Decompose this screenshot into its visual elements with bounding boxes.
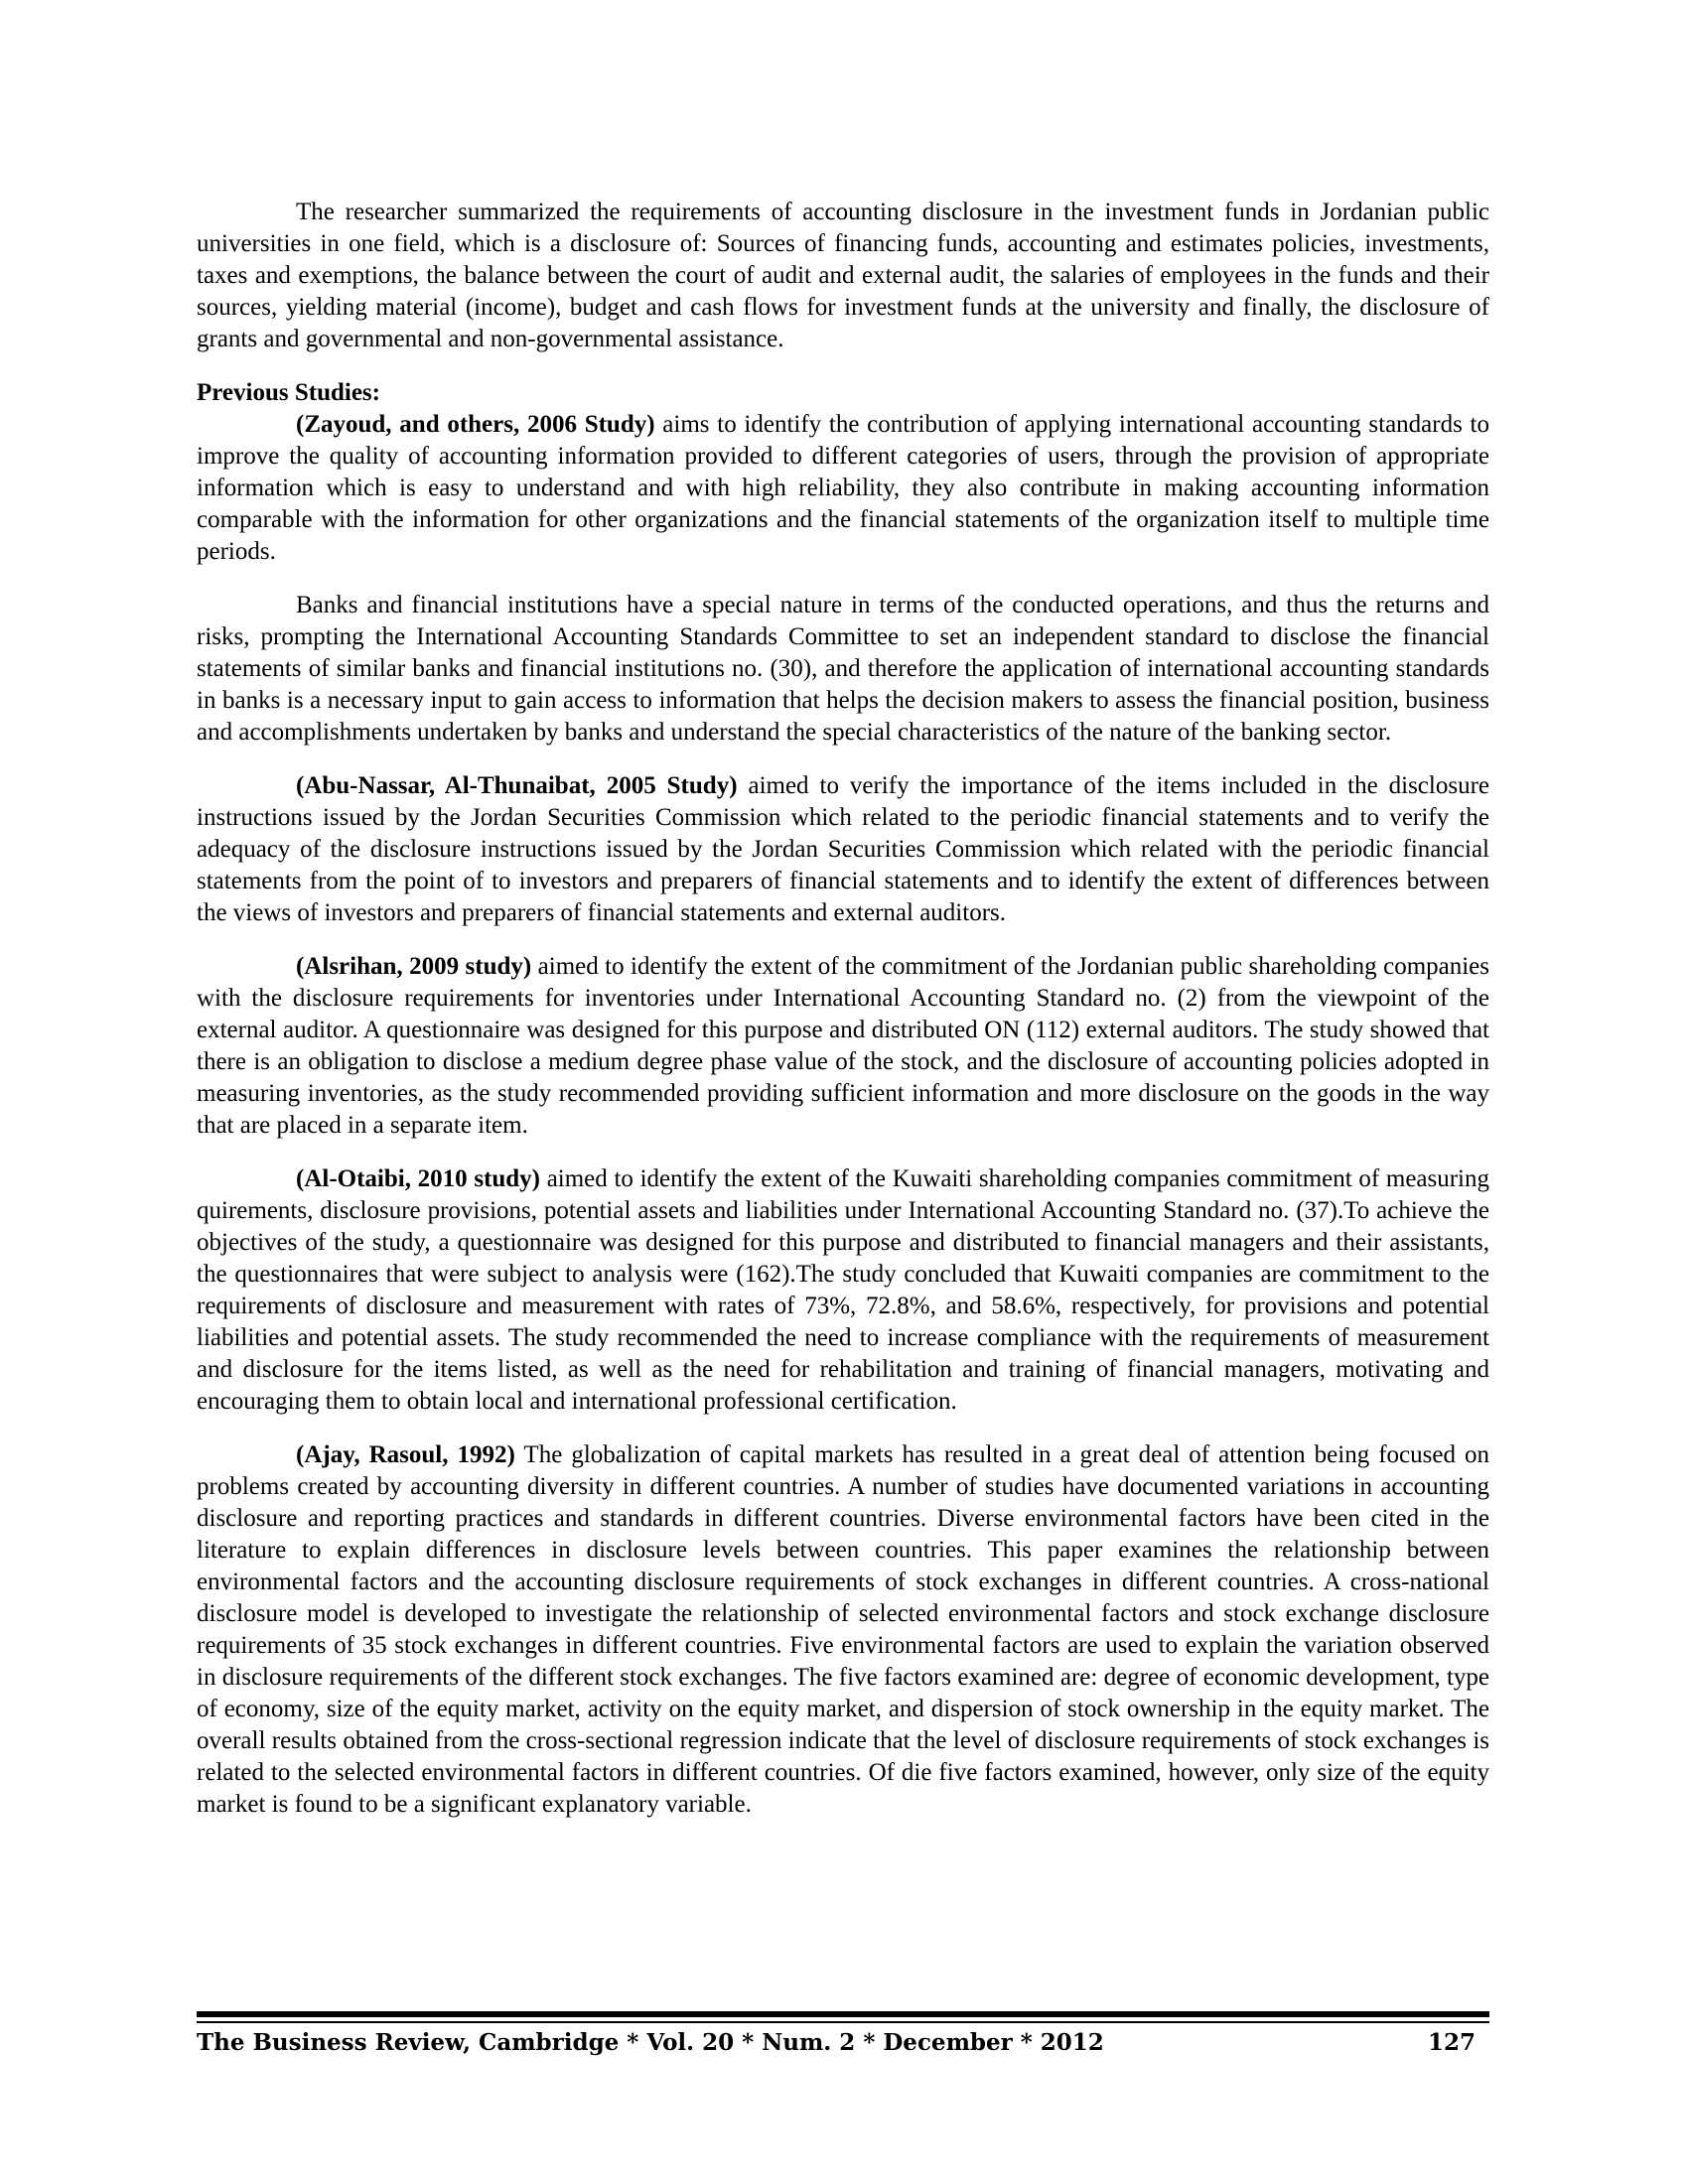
abunassar-paragraph — [197, 770, 1489, 929]
alotaibi-citation: (Al-Otaibi, 2010 study) — [296, 1165, 541, 1192]
alsrihan-paragraph — [197, 951, 1489, 1142]
ajay-citation: (Ajay, Rasoul, 1992) — [296, 1441, 515, 1468]
page-footer — [197, 2029, 1489, 2056]
zayoud-citation: (Zayoud, and others, 2006 Study) — [296, 411, 655, 438]
ajay-text: The globalization of capital markets has resulted in a great deal of attention being focused on problems created by accounting diversity in different countries. A number of studies have documented variations in accounting disclosure and reporting practices and standards in different countries. Diverse environmental factors have been cited in the literature to explain differences in disclosure levels between countries. This paper examines the relationship between environmental factors and the accounting disclosure requirements of stock exchanges in different countries. A cross-national disclosure model is developed to investigate the relationship of selected environmental factors and stock exchange disclosure requirements of 35 stock exchanges in different countries. Five environmental factors are used to explain the variation observed in disclosure requirements of the different stock exchanges. The five factors examined are: degree of economic development, type of economy, size of the equity market, activity on the equity market, and dispersion of stock ownership in the equity market. The overall results obtained from the cross-sectional regression indicate that the level of disclosure requirements of stock exchanges is related to the selected environmental factors in different countries. Of die five factors examined, however, only size of the equity market is found to be a significant explanatory variable. — [197, 1441, 1489, 1818]
section-heading: Previous Studies: — [197, 379, 380, 406]
journal-citation: The Business Review, Cambridge * Vol. 20 * Num. 2 * December * 2012 — [197, 2029, 1104, 2056]
abunassar-citation: (Abu-Nassar, Al-Thunaibat, 2005 Study) — [296, 772, 738, 799]
page-body — [197, 197, 1489, 1821]
alotaibi-text: aimed to identify the extent of the Kuwaiti shareholding companies commitment of measuring quirements, disclosure provisions, potential assets and liabilities under International Accounting Standard no. (37).To achieve the objectives of the study, a questionnaire was designed for this purpose and distributed to financial managers and their assistants, the questionnaires that were subject to analysis were (162).The study concluded that Kuwaiti companies are commitment to the requirements of disclosure and measurement with rates of 73%, 72.8%, and 58.6%, respectively, for provisions and potential liabilities and potential assets. The study recommended the need to increase compliance with the requirements of measurement and disclosure for the items listed, as well as the need for rehabilitation and training of financial managers, motivating and encouraging them to obtain local and international professional certification. — [197, 1165, 1490, 1415]
intro-paragraph: The researcher summarized the requirements of accounting disclosure in the investment funds in Jordanian public universities in one field, which is a disclosure of: Sources of financing funds, accounting and estimates policies, investments, taxes and exemptions, the balance between the court of audit and external audit, the salaries of employees in the funds and their sources, yielding material (income), budget and cash flows for investment funds at the university and finally, the disclosure of grants and governmental and non-governmental assistance. — [197, 199, 1489, 352]
ajay-paragraph — [197, 1439, 1489, 1821]
alsrihan-text: aimed to identify the extent of the commitment of the Jordanian public shareholding companies with the disclosure requirements for inventories under International Accounting Standard no. (2) from the viewpoint of the external auditor. A questionnaire was designed for this purpose and distributed ON (112) external auditors. The study showed that there is an obligation to disclose a medium degree phase value of the stock, and the disclosure of accounting policies adopted in measuring inventories, as the study recommended providing sufficient information and more disclosure on the goods in the way that are placed in a separate item. — [197, 953, 1490, 1139]
banks-paragraph: Banks and financial institutions have a special nature in terms of the conducted operations, and thus the returns and risks, prompting the International Accounting Standards Committee to set an independent standard to disclose the financial statements of similar banks and financial institutions no. (30), and therefore the application of international accounting standards in banks is a necessary input to gain access to information that helps the decision makers to assess the financial position, business and accomplishments undertaken by banks and understand the special characteristics of the nature of the banking sector. — [197, 592, 1489, 746]
zayoud-paragraph — [197, 409, 1489, 568]
alotaibi-paragraph — [197, 1163, 1489, 1418]
page-number: 127 — [1427, 2029, 1476, 2056]
alsrihan-citation: (Alsrihan, 2009 study) — [296, 953, 532, 980]
footer-rule-thin — [197, 2021, 1489, 2023]
footer-rule-thick — [197, 2011, 1489, 2017]
zayoud-text: aims to identify the contribution of applying international accounting standards to improve the quality of accounting information provided to different categories of users, through the provision of appropriate information which is easy to understand and with high reliability, they also contribute in making accounting information comparable with the information for other organizations and the financial statements of the organization itself to multiple time periods. — [197, 411, 1489, 565]
abunassar-text: aimed to verify the importance of the items included in the disclosure instructions issued by the Jordan Securities Commission which related to the periodic financial statements and to verify the adequacy of the disclosure instructions issued by the Jordan Securities Commission which related with the periodic financial statements from the point of to investors and preparers of financial statements and to identify the extent of differences between the views of investors and preparers of financial statements and external auditors. — [197, 772, 1490, 926]
